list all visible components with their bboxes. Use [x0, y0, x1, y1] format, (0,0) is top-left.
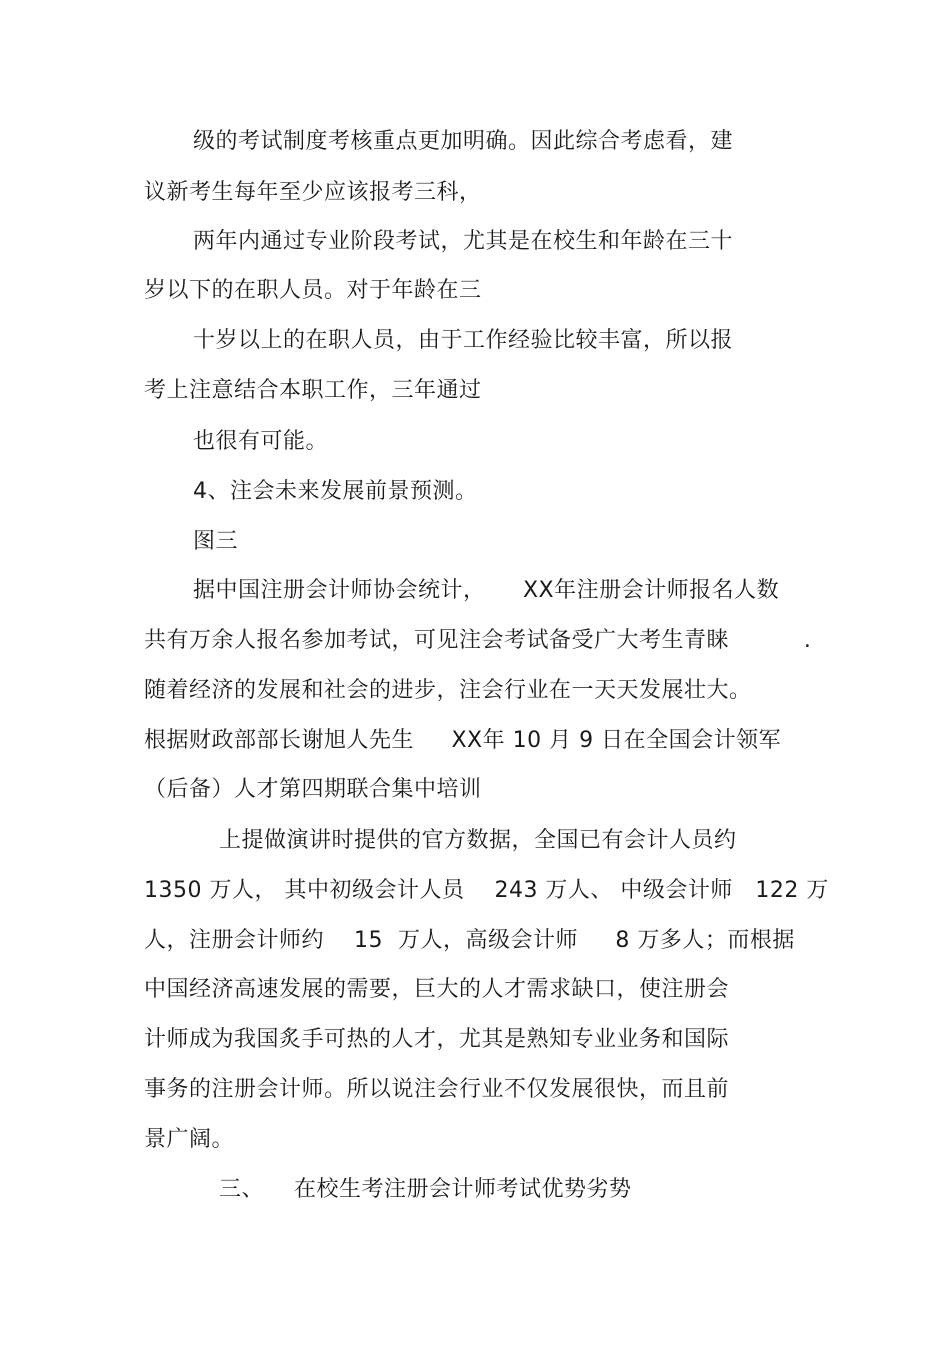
text-line-19: 计师成为我国炙手可热的人才，尤其是熟知专业业务和国际 — [144, 1027, 730, 1052]
section-heading-3: 三、 在校生考注册会计师考试优势劣势 — [219, 1177, 632, 1202]
text-line-2: 议新考生每年至少应该报考三科， — [144, 180, 482, 205]
text-line-16: 1350 万人， 其中初级会计人员 243 万人、 中级会计师 122 万 — [144, 878, 829, 903]
text-line-7: 也很有可能。 — [193, 429, 329, 454]
text-line-18: 中国经济高速发展的需要，巨大的人才需求缺口，使注册会 — [144, 977, 730, 1002]
text-line-15: 上提做演讲时提供的官方数据，全国已有会计人员约 — [219, 828, 737, 853]
text-line-20: 事务的注册会计师。所以说注会行业不仅发展很快，而且前 — [144, 1077, 730, 1102]
text-line-6: 考上注意结合本职工作，三年通过 — [144, 378, 482, 403]
figure-label: 图三 — [193, 529, 239, 554]
text-line-3: 两年内通过专业阶段考试，尤其是在校生和年龄在三十 — [193, 229, 734, 254]
text-line-1: 级的考试制度考核重点更加明确。因此综合考虑看，建 — [193, 129, 734, 154]
section-heading-4: 4、注会未来发展前景预测。 — [193, 479, 478, 504]
text-line-11: 共有万余人报名参加考试，可见注会考试备受广大考生青睐 . — [144, 628, 812, 653]
text-line-21: 景广阔。 — [144, 1127, 235, 1152]
text-line-17: 人，注册会计师约 15 万人，高级会计师 8 万多人；而根据 — [144, 928, 795, 953]
text-line-10: 据中国注册会计师协会统计， XX年注册会计师报名人数 — [193, 578, 780, 603]
text-line-14: （后备）人才第四期联合集中培训 — [144, 777, 482, 802]
text-line-4: 岁以下的在职人员。对于年龄在三 — [144, 278, 482, 303]
text-line-13: 根据财政部部长谢旭人先生 XX年 10 月 9 日在全国会计领军 — [144, 728, 782, 753]
text-line-5: 十岁以上的在职人员，由于工作经验比较丰富，所以报 — [193, 328, 734, 353]
text-line-12: 随着经济的发展和社会的进步，注会行业在一天天发展壮大。 — [144, 678, 752, 703]
